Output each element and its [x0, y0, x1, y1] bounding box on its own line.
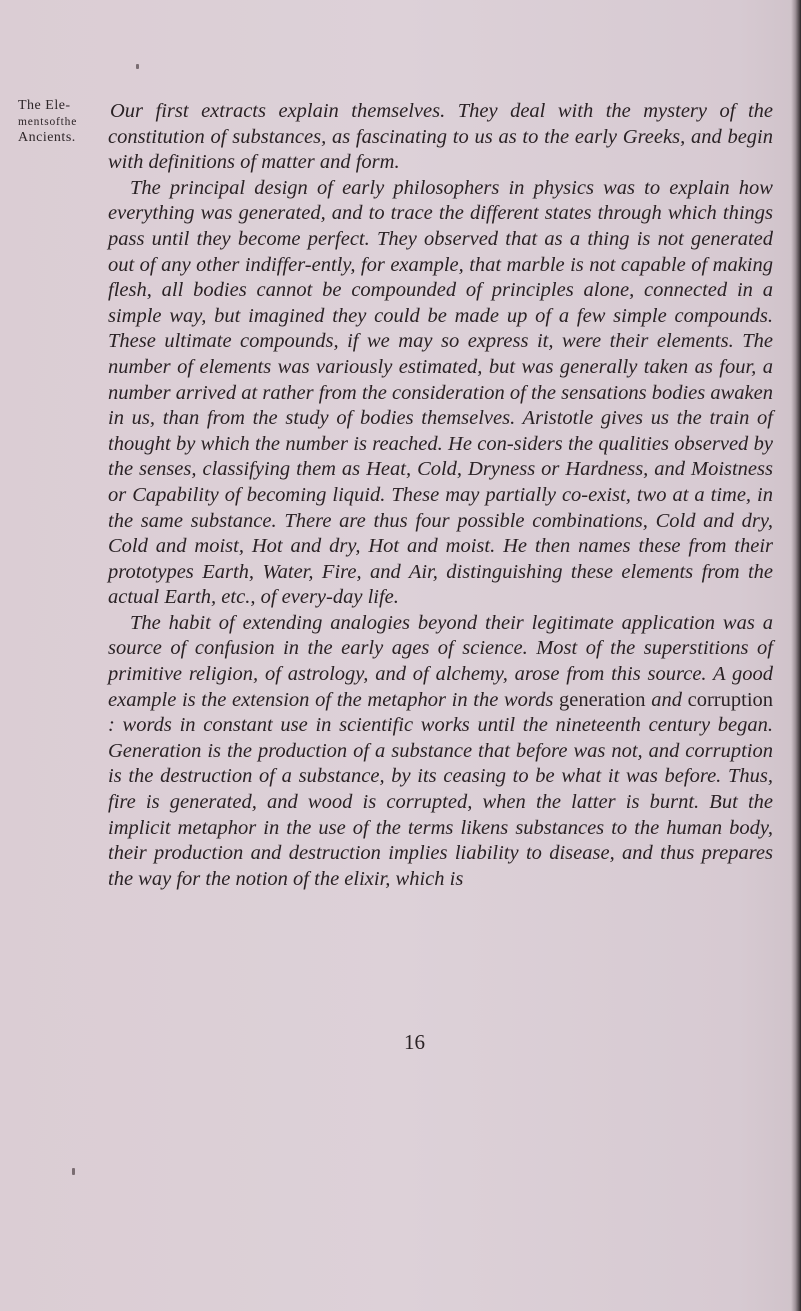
body-text [108, 99, 773, 892]
page-number: 16 [404, 1030, 425, 1054]
paragraph-3-part-a: The habit of extending analogies beyond their legitimate application was a source of confusion in the early ages of science. Most of the superstitions of primitive religion, of astrology, and of alchemy, arose from this source. A good example is the extension of the metaphor in the words [108, 611, 773, 711]
print-speck [72, 1168, 75, 1175]
word-generation: generation [559, 688, 646, 711]
margin-note [18, 98, 98, 146]
paragraph-3 [108, 611, 773, 893]
print-speck [136, 64, 139, 69]
binding-shadow [791, 0, 801, 1311]
paragraph-3-part-b: : words in constant use in scientific works until the nineteenth century began. Generation is the production of a substance that before was not, and corruption is the destruction of a substance, by its ceasing to be what it was before. Thus, fire is generated, and wood is corrupted, when the latter is burnt. But the implicit metaphor in the use of the terms likens substances to the human body, their production and destruction implies liability to disease, and thus prepares the way for the notion of the elixir, which is [108, 714, 773, 890]
margin-note-line3: Ancients. [18, 130, 76, 145]
word-and: and [651, 688, 682, 711]
word-corruption: corruption [687, 688, 774, 711]
margin-note-line2: mentsofthe [18, 116, 78, 128]
paragraph-2: The principal design of early philosophers in physics was to explain how everything was generated, and to trace the different states through which things pass until they become perfect. They observed that as a thing is not generated out of any other indiffer-ently, for example, that marble is not capable of making flesh, all bodies cannot be compounded of principles alone, connected in a simple way, but imagined they could be made up of a few simple compounds. These ultimate compounds, if we may so express it, were their elements. The number of elements was variously estimated, but was generally taken as four, a number arrived at rather from the consideration of the sensations bodies awaken in us, than from the study of bodies themselves. Aristotle gives us the train of thought by which the number is reached. He con-siders the qualities observed by the senses, classifying them as Heat, Cold, Dryness or Hardness, and Moistness or Capability of becoming liquid. These may partially co-exist, two at a time, in the same substance. There are thus four possible combinations, Cold and dry, Cold and moist, Hot and dry, Hot and moist. He then names these from their prototypes Earth, Water, Fire, and Air, distinguishing these elements from the actual Earth, etc., of every-day life. [108, 176, 773, 609]
margin-note-line1: The Ele- [18, 98, 71, 113]
paragraph-1: Our first extracts explain themselves. They deal with the mystery of the constitution of substances, as fascinating to us as to the early Greeks, and begin with definitions of matter and form. [108, 100, 773, 174]
